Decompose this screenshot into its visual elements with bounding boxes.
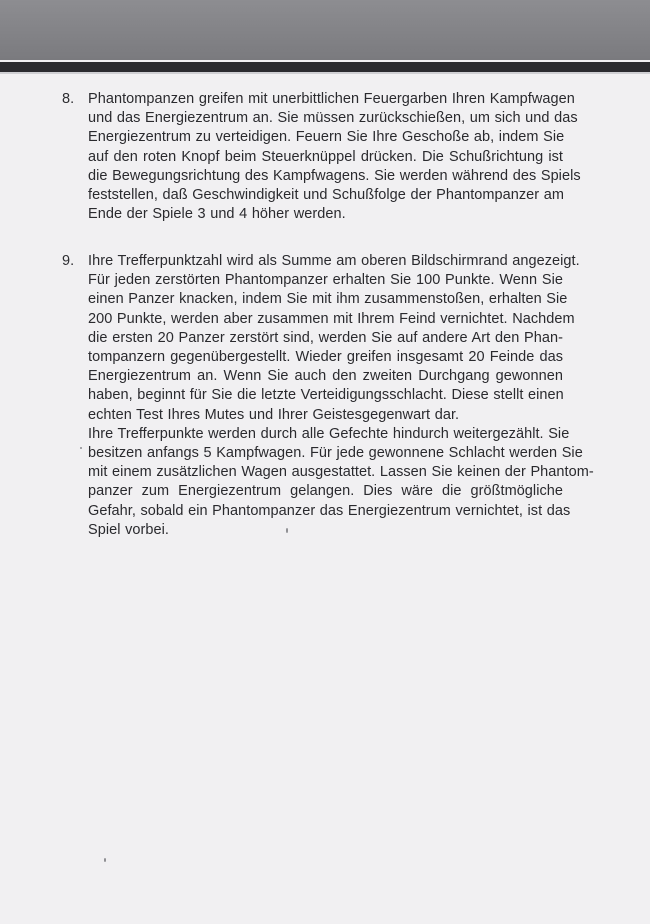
text-line: Phantompanzen greifen mit unerbittlichen Feuergarben Ihren Kampfwagen xyxy=(88,91,575,107)
text-line: und das Energiezentrum an. Sie müssen zurückschießen, um sich und das xyxy=(88,110,578,127)
text-line: panzer zum Energiezentrum gelangen. Dies wäre die größtmögliche xyxy=(88,483,563,500)
text-line: Spiel vorbei. xyxy=(88,521,169,538)
page-header-band xyxy=(0,0,650,60)
text-line: Energiezentrum zu verteidigen. Feuern Sie Ihre Geschoße ab, indem Sie xyxy=(88,129,565,146)
paper-speck xyxy=(80,447,82,449)
text-line: Ihre Trefferpunkte werden durch alle Gefechte hindurch weitergezählt. Sie xyxy=(88,425,570,442)
text-line: haben, beginnt für Sie die letzte Verteidigungsschlacht. Diese stellt einen xyxy=(88,387,564,404)
item-number: 8. xyxy=(62,91,75,107)
text-line: auf den roten Knopf beim Steuerknüppel drücken. Die Schußrichtung ist xyxy=(88,148,563,165)
text-line: echten Test Ihres Mutes und Ihrer Geistesgegenwart dar. xyxy=(88,406,460,423)
text-line: Gefahr, sobald ein Phantompanzer das Energiezentrum vernichtet, ist das xyxy=(88,502,571,519)
text-line: Ihre Trefferpunktzahl wird als Summe am oberen Bildschirmrand angezeigt. xyxy=(88,253,580,269)
text-line: Energiezentrum an. Wenn Sie auch den zweiten Durchgang gewonnen xyxy=(88,368,563,385)
item-text xyxy=(88,252,594,540)
text-line: die Bewegungsrichtung des Kampfwagens. Sie werden während des Spiels xyxy=(88,167,581,184)
item-number: 9. xyxy=(62,253,75,269)
text-line: Ende der Spiele 3 und 4 höher werden. xyxy=(88,206,346,223)
text-line: Für jeden zerstörten Phantompanzer erhalten Sie 100 Punkte. Wenn Sie xyxy=(88,272,563,289)
text-line: 200 Punkte, werden aber zusammen mit Ihrem Feind vernichtet. Nachdem xyxy=(88,310,575,327)
header-rule-highlight xyxy=(0,72,650,74)
text-line: die ersten 20 Panzer zerstört sind, werden Sie auf andere Art den Phan- xyxy=(88,329,563,346)
paper-speck xyxy=(286,528,288,533)
text-line: mit einem zusätzlichen Wagen ausgestattet. Lassen Sie keinen der Phantom- xyxy=(88,464,594,481)
text-line: tompanzern gegenübergestellt. Wieder greifen insgesamt 20 Feinde das xyxy=(88,349,563,366)
paper-speck xyxy=(104,858,106,862)
header-rule xyxy=(0,62,650,72)
text-line: feststellen, daß Geschwindigkeit und Schußfolge der Phantompanzer am xyxy=(88,187,564,204)
text-line: besitzen anfangs 5 Kampfwagen. Für jede gewonnene Schlacht werden Sie xyxy=(88,445,583,462)
text-line: einen Panzer knacken, indem Sie mit ihm zusammenstoßen, erhalten Sie xyxy=(88,291,568,308)
item-text xyxy=(88,90,581,224)
